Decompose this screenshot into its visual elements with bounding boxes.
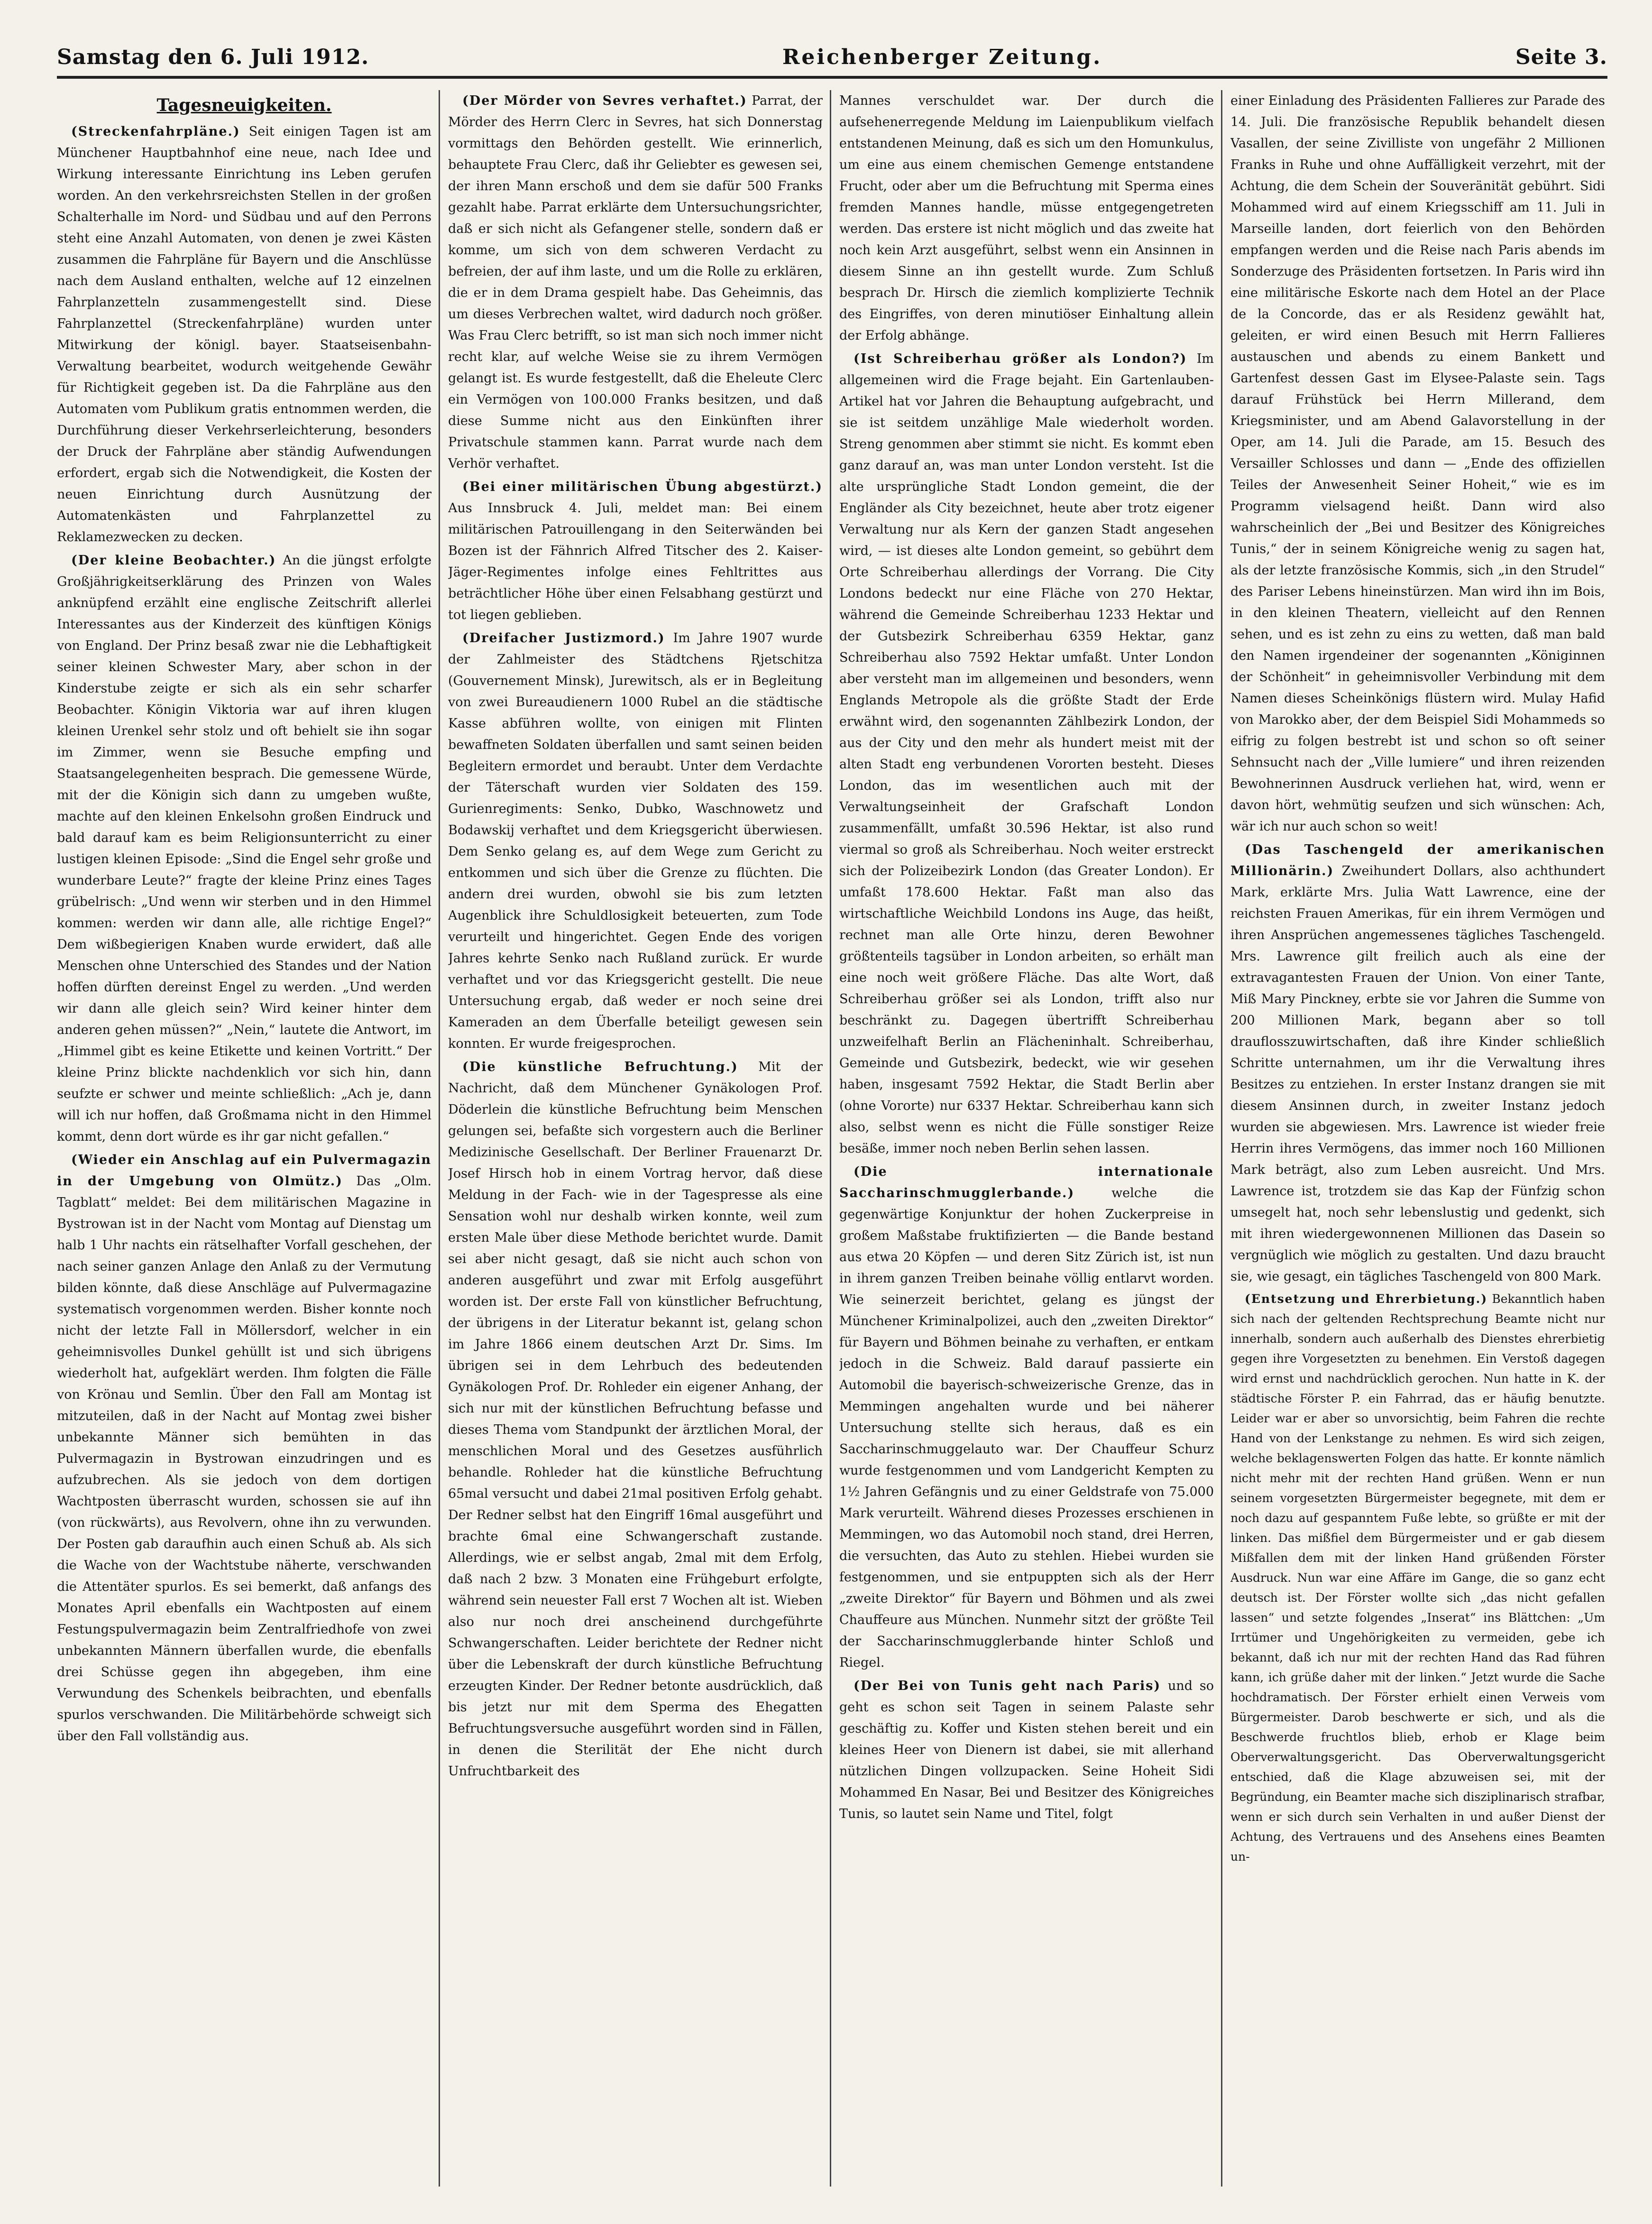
article-title: (Entsetzung und Ehrerbietung.) [1245, 1292, 1488, 1306]
article-body: und so geht es schon seit Tagen in seinem Palaste sehr geschäftig zu. Koffer und Kisten stehen bereit und ein kleines Heer von Dienern ist dabei, sie mit allerhand nützlichen Dingen vollzupacken. Seine Hoheit Sidi Mohammed En Nasar, Bei und Besitzer des Königreiches Tunis, so lautet sein Name und Titel, folgt [839, 1679, 1214, 1821]
article-title: (Der Bei von Tunis geht nach Paris) [854, 1679, 1161, 1693]
article-body: Zweihundert Dollars, also achthundert Mark, erklärte Mrs. Julia Watt Lawrence, eine der reichsten Frauen Amerikas, für ein ihrem Vermögen und ihren Ansprüchen angemessenes tägliches Taschengeld. Mrs. Lawrence gilt freilich auch als eine der extravagantesten Frauen der Union. Von einer Tante, Miß Mary Pinckney, erbte sie vor Jahren die Summe von 200 Millionen Mark, begann aber so toll drauflosszuwirtschaften, daß ihre Kinder schließlich Schritte unternahmen, um ihr die Verwaltung ihres Besitzes zu entziehen. In erster Instanz drangen sie mit diesem Ansinnen durch, in zweiter Instanz jedoch wurden sie abgewiesen. Mrs. Lawrence ist wieder freie Herrin ihres Vermögens, das immer noch 160 Millionen Mark beträgt, also zum Leben ausreicht. Und Mrs. Lawrence ist, trotzdem sie das Kap der Fünfzig schon umsegelt hat, noch sehr lebenslustig und gedenkt, sich mit ihren wiedergewonnenen Millionen das Dasein so vergnüglich wie möglich zu gestalten. Und dazu braucht sie, wie gesagt, ein tägliches Taschengeld von 800 Mark. [1230, 864, 1605, 1284]
article-continuation [1230, 90, 1605, 837]
page-number: Seite 3. [1515, 45, 1607, 69]
article-title: (Das Taschengeld der amerikanischen Millionärin.) [1230, 842, 1605, 878]
article [1230, 839, 1605, 1287]
column-divider [439, 90, 440, 2187]
header-rule [57, 76, 1607, 79]
masthead: Reichenberger Zeitung. [782, 45, 1102, 69]
article-title: (Ist Schreiberhau größer als London?) [854, 351, 1187, 366]
section-heading: Tagesneuigkeiten. [156, 95, 332, 115]
column-4 [1230, 90, 1605, 2187]
article-title: (Dreifacher Justizmord.) [462, 631, 665, 646]
article [57, 121, 431, 548]
article-body: Parrat, der Mörder des Herrn Clerc in Sevres, hat sich Donnerstag vormittags den Behörden gestellt. Wie erinnerlich, behauptete Frau Clerc, daß ihr Geliebter es gewesen sei, der ihren Mann erschoß und dem sie dafür 500 Franks gezahlt habe. Parrat erklärte dem Untersuchungsrichter, daß er sich nicht als Gefangener stelle, sondern daß er komme, um sich von dem schweren Verdacht zu befreien, der auf ihm laste, und um die Rolle zu erklären, die er in dem Drama gespielt habe. Das Geheimnis, das um dieses Verbrechen waltet, wird dadurch noch größer. Was Frau Clerc betrifft, so ist man sich noch immer nicht recht klar, auf welche Weise sie zu ihrem Vermögen gelangt ist. Es wurde festgestellt, daß die Eheleute Clerc ein Vermögen von 100.000 Franks besitzen, und daß diese Summe nicht aus den Einkünften ihrer Privatschule stammen kann. Parrat wurde nach dem Verhör verhaftet. [448, 93, 823, 471]
article-title: (Bei einer militärischen Übung abgestürzt.) [462, 480, 823, 494]
article-body: einer Einladung des Präsidenten Fallieres zur Parade des 14. Juli. Die französische Republik behandelt diesen Vasallen, der seine Zivilliste von ungefähr 2 Millionen Franks in Ruhe und ohne Auffälligkeit verzehrt, mit der Achtung, die dem Schein der Souveränität gebührt. Sidi Mohammed wird auf einem Kriegsschiff am 11. Juli in Marseille landen, dort feierlich von den Behörden empfangen werden und die Reise nach Paris abends im Sonderzuge des Präsidenten fortsetzen. In Paris wird ihn eine militärische Eskorte nach dem Hotel an der Place de la Concorde, das er als Residenz gewählt hat, geleiten, er wird einen Besuch mit Herrn Fallieres austauschen und abends zu einem Bankett und Gartenfest dessen Gast im Elysee-Palaste sein. Tags darauf Frühstück bei Herrn Millerand, dem Kriegsminister, und am Abend Galavorstellung in der Oper, am 14. Juli die Parade, am 15. Besuch des Versailler Schlosses und dann — „Ende des offiziellen Teiles der Anwesenheit Seiner Hoheit,“ wie es im Programm vielsagend heißt. Dann wird also wahrscheinlich der „Bei und Besitzer des Königreiches Tunis,“ der in seinem Königreiche wenig zu sagen hat, als der letzte französische Kommis, sich „in den Strudel“ des Pariser Lebens hineinstürzen. Man wird ihn im Bois, in den kleinen Theatern, vielleicht auf den Rennen sehen, und es ist zehn zu eins zu wetten, daß man bald den Namen irgendeiner der sogenannten „Königinnen der Schönheit“ in geheimnisvoller Verbindung mit dem Namen dieses Scheinkönigs flüstern wird. Mulay Hafid von Marokko aber, der dem Beispiel Sidi Mohammeds so eifrig zu folgen bestrebt ist und schon so oft seiner Sehnsucht nach der „Ville lumiere“ und ihren reizenden Bewohnerinnen Ausdruck verliehen hat, wird, wenn er davon hört, wehmütig seufzen und sich wünschen: Ach, wär ich nur auch schon so weit! [1230, 93, 1605, 834]
article-title: (Die internationale Saccharinschmugglerbande.) [839, 1164, 1214, 1200]
column-divider [1221, 90, 1222, 2187]
article-body: Im allgemeinen wird die Frage bejaht. Ein Gartenlauben-Artikel hat vor Jahren die Behauptung aufgebracht, und sie ist seitdem unzählige Male wiederholt worden. Streng genommen aber stimmt sie nicht. Es kommt eben ganz darauf an, was man unter London versteht. Ist die alte ursprüngliche Stadt London gemeint, die der Engländer als City bezeichnet, heute aber trotz eigener Verwaltung nur als Kern der ganzen Stadt angesehen wird, — ist dieses alte London gemeint, so gebührt dem Orte Schreiberhau allerdings der Vorrang. Die City Londons bedeckt nur eine Fläche von 270 Hektar, während die Gemeinde Schreiberhau 1233 Hektar und der Gutsbezirk Schreiberhau 6359 Hektar, ganz Schreiberhau also 7592 Hektar umfaßt. Unter London aber versteht man im allgemeinen und besonders, wenn Englands Metropole als die größte Stadt der Erde erwähnt wird, den sogenannten Zählbezirk London, der aus der City und den mehr als hundert meist mit der alten Stadt eng verbundenen Vororten besteht. Dieses London, das im wesentlichen auch mit der Verwaltungseinheit der Grafschaft London zusammenfällt, umfaßt 30.596 Hektar, ist also rund viermal so groß als Schreiberhau. Noch weiter erstreckt sich der Polizeibezirk London (das Greater London). Er umfaßt 178.600 Hektar. Faßt man also das wirtschaftliche Weichbild Londons ins Auge, das heißt, rechnet man alle Orte hinzu, deren Bewohner größtenteils tagsüber in London arbeiten, so erhält man eine noch weit größere Fläche. Das alte Wort, daß Schreiberhau größer sei als London, trifft also nur beschränkt zu. Dagegen übertrifft Schreiberhau unzweifelhaft Berlin an Flächeninhalt. Schreiberhau, Gemeinde und Gutsbezirk, bedeckt, wie wir gesehen haben, insgesamt 7592 Hektar, die Stadt Berlin aber (ohne Vororte) nur 6337 Hektar. Schreiberhau kann sich also, selbst wenn es nicht die Fülle sonstiger Reize besäße, immer noch neben Berlin sehen lassen. [839, 351, 1214, 1156]
article [448, 628, 823, 1054]
article [57, 550, 431, 1147]
article-title: (Die künstliche Befruchtung.) [462, 1060, 738, 1074]
column-2 [448, 90, 823, 2187]
column-3 [839, 90, 1214, 2187]
article-title: (Streckenfahrpläne.) [71, 124, 240, 139]
article-body: welche die gegenwärtige Konjunktur der hohen Zuckerpreise in großem Maßstabe fruktifizierten — die Bande bestand aus etwa 20 Köpfen — und deren Sitz Zürich ist, ist nun in ihrem ganzen Treiben beinahe völlig entlarvt worden. Wie seinerzeit berichtet, gelang es jüngst der Münchener Kriminalpolizei, auch den „zweiten Direktor“ für Bayern und Böhmen beinahe zu verhaften, er entkam jedoch in die Schweiz. Bald darauf passierte ein Automobil die bayerisch-schweizerische Grenze, das in Memmingen angehalten wurde und bei näherer Untersuchung stellte sich heraus, daß es ein Saccharinschmuggelauto war. Der Chauffeur Schurz wurde festgenommen und vom Landgericht Kempten zu 1½ Jahren Gefängnis und zu einer Geldstrafe von 75.000 Mark verurteilt. Während dieses Prozesses erschienen in Memmingen, wo das Automobil noch stand, drei Herren, die versuchten, das Auto zu stehlen. Hiebei wurden sie festgenommen, und sie entpuppten sich als der Herr „zweite Direktor“ für Bayern und Böhmen und als zwei Chauffeure aus München. Nunmehr sitzt der größte Teil der Saccharinschmugglerbande hinter Schloß und Riegel. [839, 1186, 1214, 1670]
article-title: (Der kleine Beobachter.) [71, 553, 276, 568]
article [839, 348, 1214, 1159]
article [1230, 1289, 1605, 1867]
issue-date: Samstag den 6. Juli 1912. [57, 45, 369, 69]
article-body: Mannes verschuldet war. Der durch die aufsehenerregende Meldung im Laienpublikum vielfach entstandenen Meinung, daß es sich um den Homunkulus, um eine aus einem chemischen Gemenge entstandene Frucht, oder aber um die Befruchtung mit Sperma eines fremden Mannes handle, müsse entgegengetreten werden. Das erstere ist nicht möglich und das zweite hat noch kein Arzt ausgeführt, selbst wenn ein Ansinnen in diesem Sinne an ihn gestellt wurde. Zum Schluß besprach Dr. Hirsch die ziemlich komplizierte Technik des Eingriffes, von deren minutiöser Einhaltung allein der Erfolg abhänge. [839, 93, 1214, 343]
article [448, 90, 823, 474]
column-divider [830, 90, 831, 2187]
article [57, 1149, 431, 1747]
article-body: Das „Olm. Tagblatt“ meldet: Bei dem militärischen Magazine in Bystrowan ist in der Nacht vom Montag auf Dienstag um halb 1 Uhr nachts ein rätselhafter Vorfall geschehen, der nach seiner ganzen Anlage den Anlaß zu der Vermutung bilden könnte, daß diese Anschläge auf Pulvermagazine systematisch vorgenommen werden. Bisher konnte noch nicht der letzte Fall in Möllersdorf, welcher in ein geheimnisvolles Dunkel gehüllt ist und sich übrigens wiederholt hat, aufgeklärt werden. Ihm folgten die Fälle von Krönau und Semlin. Über den Fall am Montag ist mitzuteilen, daß in der Nacht auf Montag zwei bisher unbekannte Männer sich bemühten in das Pulvermagazin in Bystrowan einzudringen und es aufzubrechen. Als sie jedoch von dem dortigen Wachtposten überrascht wurden, schossen sie auf ihn (von rückwärts), aus Revolvern, ohne ihn zu verwunden. Der Posten gab daraufhin auch einen Schuß ab. Als sich die Wache von der Wachtstube näherte, verschwanden die Attentäter spurlos. Es sei bemerkt, daß anfangs des Monates April ebenfalls ein Wachtposten auf einem Festungspulvermagazin beim Zentralfriedhofe von zwei unbekannten Männern überfallen wurde, die ebenfalls drei Schüsse gegen ihn abgegeben, ihm eine Verwundung des Schenkels beibrachten, und ebenfalls spurlos verschwanden. Die Militärbehörde schweigt sich über den Fall vollständig aus. [57, 1174, 431, 1744]
article [839, 1161, 1214, 1673]
article-title: (Wieder ein Anschlag auf ein Pulvermagazin in der Umgebung von Olmütz.) [57, 1153, 431, 1189]
article-continuation [839, 90, 1214, 346]
article [448, 476, 823, 626]
article-body: An die jüngst erfolgte Großjährigkeitserklärung des Prinzen von Wales anknüpfend erzählt eine englische Zeitschrift allerlei Interessantes aus der Kinderzeit des künftigen Königs von England. Der Prinz besaß zwar nie die Lebhaftigkeit seiner kleinen Schwester Mary, aber schon in der Kinderstube zeigte er sich als ein sehr scharfer Beobachter. Königin Viktoria war auf ihren klugen kleinen Urenkel sehr stolz und oft behielt sie ihn sogar im Zimmer, wenn sie Besuche empfing und Staatsangelegenheiten besprach. Die gemessene Würde, mit der die Königin sich dann zu umgeben wußte, machte auf den kleinen Enkelsohn großen Eindruck und bald darauf kam es beim Religionsunterricht zu einer lustigen kleinen Episode: „Sind die Engel sehr große und wunderbare Leute?“ fragte der kleine Prinz eines Tages grübelrisch: „Und wenn wir sterben und in den Himmel kommen: werden wir dann alle, alle richtige Engel?“ Dem wißbegierigen Knaben wurde erwidert, daß alle Menschen ohne Unterschied des Standes und der Nation hoffen dürften dereinst Engel zu werden. „Und werden wir dann alle gleich sein? Wird keiner hinter dem anderen gehen müssen?“ „Nein,“ lautete die Antwort, im „Himmel gibt es keine Etikette und keinen Vortritt.“ Der kleine Prinz blickte nachdenklich vor sich hin, dann seufzte er schwer und meinte schließlich: „Ach je, dann will ich nur hoffen, daß Großmama nicht in den Himmel kommt, denn dort würde es ihr gar nicht gefallen.“ [57, 553, 431, 1144]
article [448, 1056, 823, 1782]
page-header [57, 43, 1607, 71]
article [839, 1675, 1214, 1825]
article-body: Mit der Nachricht, daß dem Münchener Gynäkologen Prof. Döderlein die künstliche Befruchtung beim Menschen gelungen sei, befaßte sich vorgestern auch die Berliner Medizinische Gesellschaft. Der Berliner Frauenarzt Dr. Josef Hirsch hob in einem Vortrag hervor, daß diese Meldung in der Fach- wie in der Tagespresse als eine Sensation wohl nur deshalb wirken konnte, weil zum ersten Male über diese Methode berichtet wurde. Damit sei aber nicht gesagt, daß sie nicht auch schon von anderen ausgeführt und zwar mit Erfolg ausgeführt worden ist. Der erste Fall von künstlicher Befruchtung, der übrigens in der Literatur bekannt ist, gelang schon im Jahre 1866 einem deutschen Arzt Dr. Sims. Im übrigen sei in dem Lehrbuch des bedeutenden Gynäkologen Prof. Dr. Rohleder ein eigener Anhang, der sich nur mit der künstlichen Befruchtung befasse und dieses Thema vom Standpunkt der ärztlichen Moral, der menschlichen Moral und des Gesetzes ausführlich behandle. Rohleder hat die künstliche Befruchtung 65mal versucht und dabei 21mal positiven Erfolg gehabt. Der Redner selbst hat den Eingriff 16mal ausgeführt und brachte 6mal eine Schwangerschaft zustande. Allerdings, wie er selbst angab, 2mal mit dem Erfolg, daß nach 2 bzw. 3 Monaten eine Frühgeburt erfolgte, während sein neuester Fall erst 7 Wochen alt ist. Wieben also nur noch drei anscheinend durchgeführte Schwangerschaften. Leider berichtete der Redner nicht über die Lebenskraft der durch künstliche Befruchtung erzeugten Kinder. Der Redner betonte ausdrücklich, daß bis jetzt nur mit dem Sperma des Ehegatten Befruchtungsversuche ausgeführt worden sind in Fällen, in denen die Sterilität der Ehe nicht durch Unfruchtbarkeit des [448, 1060, 823, 1779]
article-body: Aus Innsbruck 4. Juli, meldet man: Bei einem militärischen Patrouillengang in den Seiterwänden bei Bozen ist der Fähnrich Alfred Titscher des 2. Kaiser-Jäger-Regimentes infolge eines Fehltrittes aus beträchtlicher Höhe über einen Felsabhang gestürzt und tot liegen geblieben. [448, 501, 823, 622]
article-body: Seit einigen Tagen ist am Münchener Hauptbahnhof eine neue, nach Idee und Wirkung interessante Einrichtung ins Leben gerufen worden. An den verkehrsreichsten Stellen in der großen Schalterhalle im Nord- und Südbau und auf den Perrons steht eine Anzahl Automaten, von denen je zwei Kästen zusammen die Fahrpläne für Bayern und die Anschlüsse nach dem Ausland enthalten, welche auf 12 einzelnen Fahrplanzetteln zusammengestellt sind. Diese Fahrplanzettel (Streckenfahrpläne) wurden unter Mitwirkung der königl. bayer. Staatseisenbahn-Verwaltung bearbeitet, wodurch weitgehende Gewähr für Richtigkeit gegeben ist. Da die Fahrpläne aus den Automaten vom Publikum gratis entnommen werden, die Durchführung dieser Verkehrserleichterung, besonders der Druck der Fahrpläne aber ständig Aufwendungen erfordert, ergab sich die Notwendigkeit, die Kosten der neuen Einrichtung durch Ausnützung der Automatenkästen und Fahrplanzettel zu Reklamezwecken zu decken. [57, 124, 431, 544]
article-body: Bekanntlich haben sich nach der geltenden Rechtsprechung Beamte nicht nur innerhalb, sondern auch außerhalb des Dienstes ehrerbietig gegen ihre Vorgesetzten zu benehmen. Ein Verstoß dagegen wird ernst und nachdrücklich gerochen. Nun hatte in K. der städtische Förster P. ein Fahrrad, das er häufig benutzte. Leider war er aber so unvorsichtig, beim Fahren die rechte Hand von der Lenkstange zu nehmen. Es wird sich zeigen, welche beklagenswerten Folgen das hatte. Er konnte nämlich nicht mehr mit der rechten Hand grüßen. Wenn er nun seinem vorgesetzten Bürgermeister begegnete, mit dem er noch dazu auf gespanntem Fuße lebte, so grüßte er mit der linken. Das mißfiel dem Bürgermeister und er gab diesem Mißfallen dem mit der linken Hand grüßenden Förster Ausdruck. Nun war eine Affäre im Gange, die so ganz echt deutsch ist. Der Förster wollte sich „das nicht gefallen lassen“ und setzte folgendes „Inserat“ ins Blättchen: „Um Irrtümer und Ungehörigkeiten zu vermeiden, gebe ich bekannt, daß ich nur mit der rechten Hand das Rad führen kann, ich grüße daher mit der linken.“ Jetzt wurde die Sache hochdramatisch. Der Förster erhielt einen Verweis vom Bürgermeister. Darob beschwerte er sich, und als die Beschwerde fruchtlos blieb, erhob er Klage beim Oberverwaltungsgericht. Das Oberverwaltungsgericht entschied, daß die Klage abzuweisen sei, mit der Begründung, ein Beamter mache sich disziplinarisch strafbar, wenn er sich durch sein Verhalten in und außer Dienst der Achtung, des Vertrauens und des Ansehens eines Beamten un- [1230, 1292, 1605, 1864]
column-1 [57, 90, 431, 2187]
article-body: Im Jahre 1907 wurde der Zahlmeister des Städtchens Rjetschitza (Gouvernement Minsk), Jurewitsch, als er in Begleitung von zwei Bureaudienern 1000 Rubel an die städtische Kasse abführen wollte, von einigen mit Flinten bewaffneten Soldaten überfallen und samt seinen beiden Begleitern ermordet und beraubt. Unter dem Verdachte der Täterschaft wurden vier Soldaten des 159. Gurienregiments: Senko, Dubko, Waschnowetz und Bodawskij verhaftet und dem Kriegsgericht überwiesen. Dem Senko gelang es, auf dem Wege zum Gericht zu entkommen und sich über die Grenze zu flüchten. Die andern drei wurden, obwohl sie bis zum letzten Augenblick ihre Schuldlosigkeit beteuerten, zum Tode verurteilt und hingerichtet. Gegen Ende des vorigen Jahres kehrte Senko nach Rußland zurück. Er wurde verhaftet und vor das Kriegsgericht gestellt. Die neue Untersuchung ergab, daß weder er noch seine drei Kameraden an dem Überfalle beteiligt gewesen sein konnten. Er wurde freigesprochen. [448, 631, 823, 1051]
article-title: (Der Mörder von Sevres verhaftet.) [462, 93, 747, 108]
